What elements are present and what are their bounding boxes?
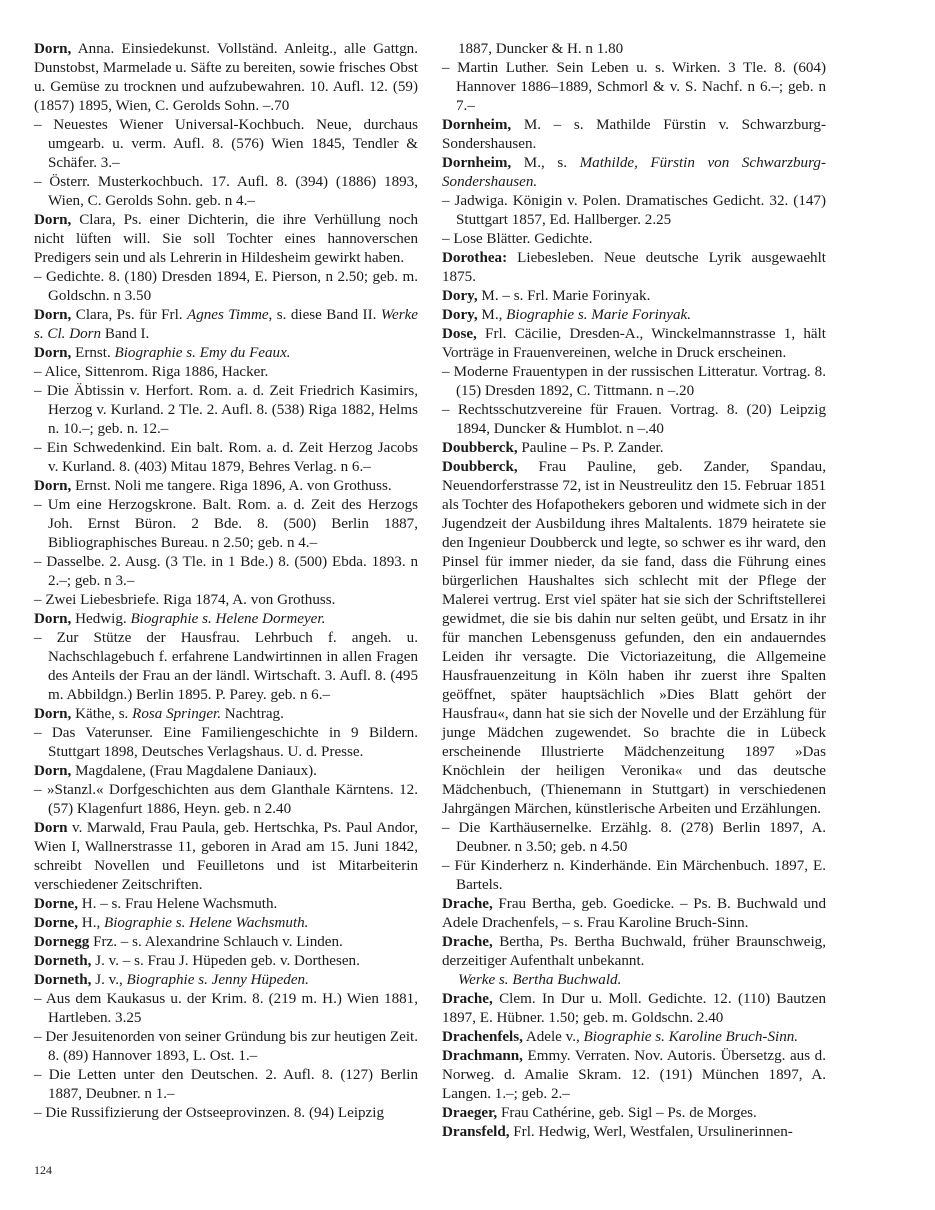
entry-sub: – Zur Stütze der Hausfrau. Lehrbuch f. angeh. u. Nachschlagebuch f. erfahrene Landwirtinnen in allen Fragen des Anteils der Frau an der ländl. Wirtschaft. 3. Aufl. 8. (495 m. Abbildgn.) Berlin 1895. P. Parey. geb. n 6.–: [34, 630, 418, 703]
entry-dorneth: Dorneth, J. v. – s. Frau J. Hüpeden geb. v. Dorthesen.: [34, 953, 360, 969]
entry-dorn-hedwig: Dorn, Hedwig. Biographie s. Helene Dormeyer.: [34, 611, 326, 627]
entry-sub: – Die Russifizierung der Ostseeprovinzen. 8. (94) Leipzig: [34, 1105, 384, 1121]
entry-sub: – Lose Blätter. Gedichte.: [442, 231, 593, 247]
entry-sub: – »Stanzl.« Dorfgeschichten aus dem Glanthale Kärntens. 12. (57) Klagenfurt 1886, Heyn. geb. n 2.40: [34, 782, 418, 817]
entry-dorn-kaethe: Dorn, Käthe, s. Rosa Springer. Nachtrag.: [34, 706, 284, 722]
entry-drache-clem: Drache, Clem. In Dur u. Moll. Gedichte. 12. (110) Bautzen 1897, E. Hübner. 1.50; geb. m. Goldschn. 2.40: [442, 991, 826, 1026]
entry-sub: – Gedichte. 8. (180) Dresden 1894, E. Pierson, n 2.50; geb. m. Goldschn. n 3.50: [34, 269, 418, 304]
entry-sub: – Moderne Frauentypen in der russischen Litteratur. Vortrag. 8. (15) Dresden 1892, C. Tittmann. n –.20: [442, 364, 826, 399]
entry-sub: – Ein Schwedenkind. Ein balt. Rom. a. d. Zeit Herzog Jacobs v. Kurland. 8. (403) Mitau 1879, Behres Verlag. n 6.–: [34, 440, 418, 475]
entry-sub: – Alice, Sittenrom. Riga 1886, Hacker.: [34, 364, 269, 380]
entry-sub: – Die Letten unter den Deutschen. 2. Aufl. 8. (127) Berlin 1887, Deubner. n 1.–: [34, 1067, 418, 1102]
entry-dorn-anna: Dorn, Anna. Einsiedekunst. Vollständ. Anleitg., alle Gattgn. Dunstobst, Marmelade u. Säfte zu bereiten, sowie frisches Obst u. Gemüse zu trocknen und aufzubewahren. 10. Aufl. 12. (59) (1857) 1895, Wien, C. Gerolds Sohn. –.70: [34, 41, 418, 114]
entry-sub: – Neuestes Wiener Universal-Kochbuch. Neue, durchaus umgearb. u. verm. Aufl. 8. (576) Wien 1845, Tendler & Schäfer. 3.–: [34, 117, 418, 171]
entry-sub: – Österr. Musterkochbuch. 17. Aufl. 8. (394) (1886) 1893, Wien, C. Gerolds Sohn. geb. n 4.–: [34, 174, 418, 209]
entry-dorothea: Dorothea: Liebesleben. Neue deutsche Lyrik ausgewaehlt 1875.: [442, 250, 826, 285]
entry-dorn-ernst-2: Dorn, Ernst. Noli me tangere. Riga 1896, A. von Grothuss.: [34, 478, 392, 494]
page-number: 124: [34, 1163, 52, 1177]
entry-dorn-clara: Dorn, Clara, Ps. einer Dichterin, die ihre Verhüllung noch nicht lüften will. Sie soll Tochter eines hannoverschen Predigers sein und als Lehrerin in Hildesheim gewirkt haben.: [34, 212, 418, 266]
entry-drache-bertha: Drache, Frau Bertha, geb. Goedicke. – Ps. B. Buchwald und Adele Drachenfels, – s. Frau Karoline Bruch-Sinn.: [442, 896, 826, 931]
entry-doubberck-2: Doubberck, Frau Pauline, geb. Zander, Spandau, Neuendorferstrasse 72, ist in Neustreulitz den 15. Februar 1851 als Tochter des Hofapothekers geboren und widmete sich in der Jugendzeit der Ausbildung ihres Maltalents. 1879 heiratete sie den Ingenieur Doubberck und legte, so schwer es ihr ward, den Pinsel für immer nieder, da sie fand, dass die Führung eines bürgerlichen Haushaltes sich schlecht mit der Pflege der Malerei vertrug. Erst viel später hat sie sich der Schriftstellerei gewidmet, die sie bis dahin nur selten geübt, und Ersatz in ihr für manchen Lebensgenuss gefunden, den ein andauerndes Leiden ihr versagte. Die Victoriazeitung, die Allgemeine Hausfrauenzeitung in Köln haben ihr zuerst ihre Spalten geöffnet, später hauptsächlich »Dies Blatt gehört der Hausfrau«, dann hat sie sich der Novelle und der Erzählung für junge Mädchen zugewendet. So brachte die in Lübeck erscheinende Illustrierte Mädchenzeitung 1897 »Das Knöchlein der heiligen Veronika« und das deutsche Mädchenbuch, (Thienemann in Stuttgart) in verschiedenen Jahrgängen Märchen, künstlerische Arbeiten und Erzählungen.: [442, 459, 826, 817]
entry-dory: Dory, M. – s. Frl. Marie Forinyak.: [442, 288, 651, 304]
entry-werke-ref: Werke s. Bertha Buchwald.: [458, 972, 622, 988]
entry-sub: – Für Kinderherz n. Kinderhände. Ein Märchenbuch. 1897, E. Bartels.: [442, 858, 826, 893]
right-column: [442, 40, 826, 1142]
entry-dornheim: Dornheim, M. – s. Mathilde Fürstin v. Schwarzburg-Sondershausen.: [442, 117, 826, 152]
entry-dorne: Dorne, H. – s. Frau Helene Wachsmuth.: [34, 896, 278, 912]
entry-dory-2: Dory, M., Biographie s. Marie Forinyak.: [442, 307, 692, 323]
entry-dose: Dose, Frl. Cäcilie, Dresden-A., Winckelmannstrasse 1, hält Vorträge in Frauenvereinen, welche in Druck erscheinen.: [442, 326, 826, 361]
entry-sub: – Jadwiga. Königin v. Polen. Dramatisches Gedicht. 32. (147) Stuttgart 1857, Ed. Hallberger. 2.25: [442, 193, 826, 228]
entry-sub: – Um eine Herzogskrone. Balt. Rom. a. d. Zeit des Herzogs Joh. Ernst Büron. 2 Bde. 8. (500) Berlin 1887, Bibliographisches Bureau. n 2.50; geb. n 4.–: [34, 497, 418, 551]
entry-sub: – Martin Luther. Sein Leben u. s. Wirken. 3 Tle. 8. (604) Hannover 1886–1889, Schmorl & v. S. Nachf. n 6.–; geb. n 7.–: [442, 60, 826, 114]
entry-dornheim-2: Dornheim, M., s. Mathilde, Fürstin von Schwarzburg-Sondershausen.: [442, 155, 826, 190]
entry-dorneth-2: Dorneth, J. v., Biographie s. Jenny Hüpeden.: [34, 972, 309, 988]
entry-dorne-2: Dorne, H., Biographie s. Helene Wachsmuth.: [34, 915, 309, 931]
entry-doubberck: Doubberck, Pauline – Ps. P. Zander.: [442, 440, 664, 456]
entry-drachmann: Drachmann, Emmy. Verraten. Nov. Autoris. Übersetzg. aus d. Norweg. d. Amalie Skram. 12. (191) München 1897, A. Langen. 1.–; geb. 2.–: [442, 1048, 826, 1102]
entry-draeger: Draeger, Frau Cathérine, geb. Sigl – Ps. de Morges.: [442, 1105, 757, 1121]
entry-sub: – Aus dem Kaukasus u. der Krim. 8. (219 m. H.) Wien 1881, Hartleben. 3.25: [34, 991, 418, 1026]
entry-sub: – Dasselbe. 2. Ausg. (3 Tle. in 1 Bde.) 8. (500) Ebda. 1893. n 2.–; geb. n 3.–: [34, 554, 418, 589]
entry-sub: – Die Äbtissin v. Herfort. Rom. a. d. Zeit Friedrich Kasimirs, Herzog v. Kurland. 2 Tle. 2. Aufl. 8. (538) Riga 1882, Helms n. 10.–; geb. n. 12.–: [34, 383, 418, 437]
entry-drache-bertha-2: Drache, Bertha, Ps. Bertha Buchwald, früher Braunschweig, derzeitiger Aufenthalt unbekannt.: [442, 934, 826, 969]
entry-dorn-ernst: Dorn, Ernst. Biographie s. Emy du Feaux.: [34, 345, 291, 361]
left-column: [34, 40, 418, 1123]
entry-sub: – Das Vaterunser. Eine Familiengeschichte in 9 Bildern. Stuttgart 1898, Deutsches Verlagshaus. U. d. Presse.: [34, 725, 418, 760]
entry-dransfeld: Dransfeld, Frl. Hedwig, Werl, Westfalen, Ursulinerinnen-: [442, 1124, 793, 1140]
entry-dorn-clara-2: Dorn, Clara, Ps. für Frl. Agnes Timme, s. diese Band II. Werke s. Cl. Dorn Band I.: [34, 307, 418, 342]
entry-dornegg: Dornegg Frz. – s. Alexandrine Schlauch v. Linden.: [34, 934, 343, 950]
entry-sub: – Zwei Liebesbriefe. Riga 1874, A. von Grothuss.: [34, 592, 336, 608]
entry-sub: – Der Jesuitenorden von seiner Gründung bis zur heutigen Zeit. 8. (89) Hannover 1893, L. Ost. 1.–: [34, 1029, 418, 1064]
entry-continuation: 1887, Duncker & H. n 1.80: [458, 41, 624, 57]
entry-sub: – Die Karthäusernelke. Erzählg. 8. (278) Berlin 1897, A. Deubner. n 3.50; geb. n 4.50: [442, 820, 826, 855]
entry-dorn-marwald: Dorn v. Marwald, Frau Paula, geb. Hertschka, Ps. Paul Andor, Wien I, Wallnerstrasse 11, geboren in Arad am 15. Juni 1842, schreibt Novellen und Feuilletons und ist Mitarbeiterin verschiedener Zeitschriften.: [34, 820, 418, 893]
entry-dorn-magdalene: Dorn, Magdalene, (Frau Magdalene Daniaux).: [34, 763, 317, 779]
entry-sub: – Rechtsschutzvereine für Frauen. Vortrag. 8. (20) Leipzig 1894, Duncker & Humblot. n –.40: [442, 402, 826, 437]
entry-drachenfels: Drachenfels, Adele v., Biographie s. Karoline Bruch-Sinn.: [442, 1029, 799, 1045]
